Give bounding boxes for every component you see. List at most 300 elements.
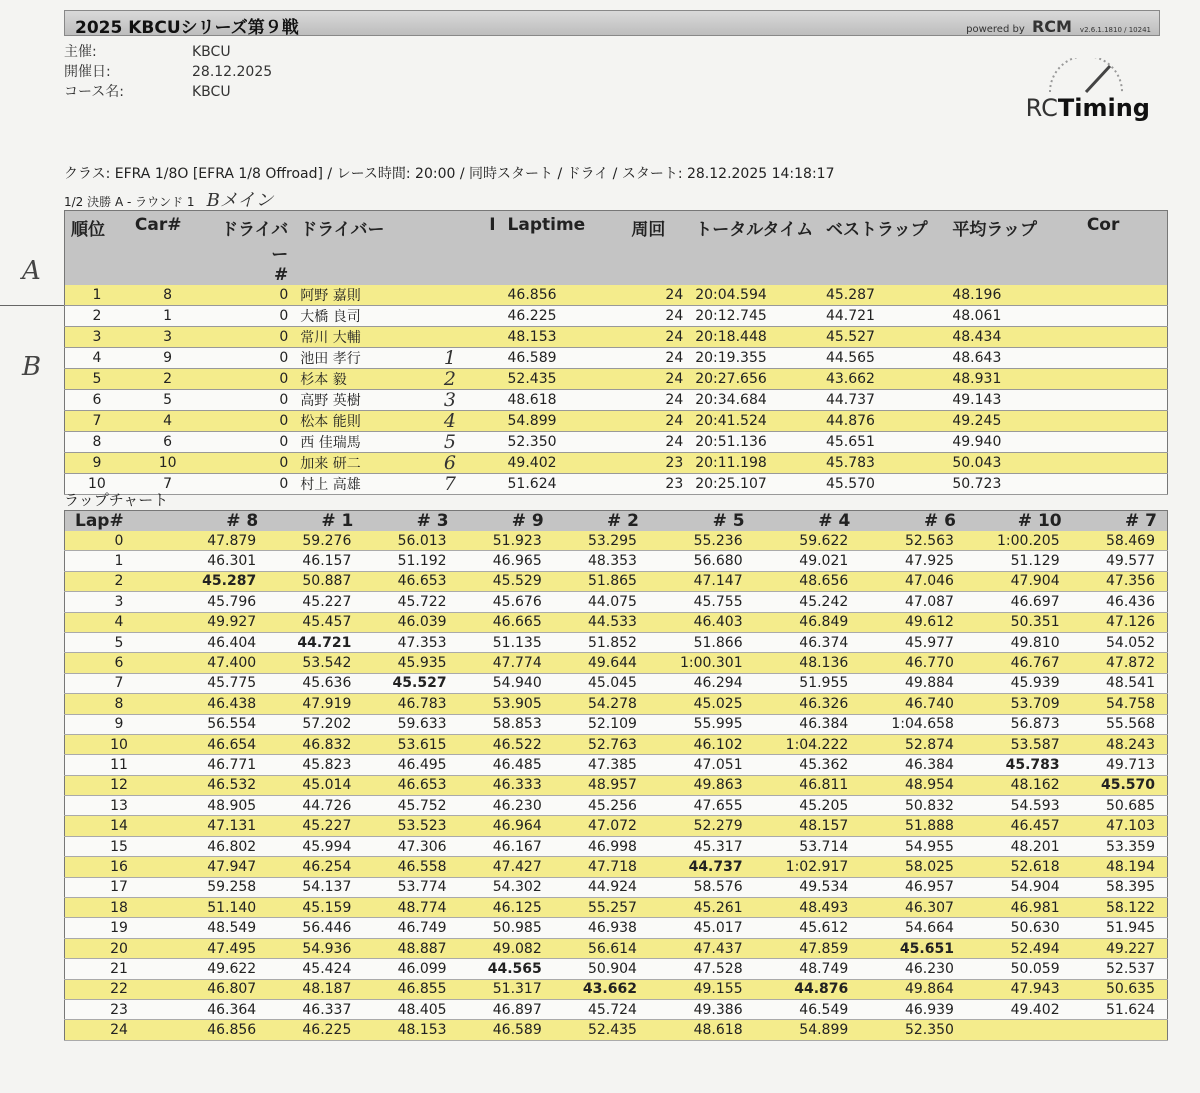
lap-time-cell: 46.230 <box>459 796 554 816</box>
lap-time-cell: 47.306 <box>363 836 458 856</box>
table-row <box>65 836 1168 856</box>
margin-divider <box>0 305 64 306</box>
lap-number-cell: 3 <box>65 592 174 612</box>
table-row <box>65 775 1168 795</box>
car-cell: 1 <box>129 306 206 327</box>
lap-time-cell: 48.905 <box>173 796 268 816</box>
handwritten-rank: 7 <box>443 472 456 495</box>
results-header-cell: ベストラップ <box>820 211 946 286</box>
lap-time-cell: 45.227 <box>268 592 363 612</box>
lap-number-cell: 14 <box>65 816 174 836</box>
total-time-cell: 20:27.656 <box>689 369 820 390</box>
lapchart-header-cell: # 4 <box>755 511 861 532</box>
lap-time-cell: 46.653 <box>363 775 458 795</box>
lap-time-cell: 46.998 <box>554 836 649 856</box>
logo-timing: Timing <box>1057 94 1150 122</box>
laps-cell: 23 <box>625 453 689 474</box>
lap-time-cell: 45.651 <box>860 938 966 958</box>
lap-time-cell: 45.424 <box>268 959 363 979</box>
lap-time-cell: 50.887 <box>268 571 363 591</box>
lap-time-cell: 44.726 <box>268 796 363 816</box>
car-cell: 7 <box>129 474 206 495</box>
lap-time-cell: 49.534 <box>755 877 861 897</box>
lap-time-cell: 45.636 <box>268 673 363 693</box>
lap-time-cell: 52.763 <box>554 734 649 754</box>
total-time-cell: 20:41.524 <box>689 411 820 432</box>
lap-time-cell: 45.205 <box>755 796 861 816</box>
lap-time-cell: 46.522 <box>459 734 554 754</box>
lap-time-cell: 54.899 <box>755 1020 861 1040</box>
table-row <box>65 694 1168 714</box>
lap-time-cell: 51.135 <box>459 632 554 652</box>
lap-time-cell: 46.855 <box>363 979 458 999</box>
best-lap-cell: 44.565 <box>820 348 946 369</box>
lap-time-cell: 45.261 <box>649 898 755 918</box>
lap-time-cell: 46.436 <box>1072 592 1168 612</box>
cor-cell <box>1081 348 1168 369</box>
lapchart-header-cell: Lap# <box>65 511 174 532</box>
lap-time-cell: 46.938 <box>554 918 649 938</box>
lap-time-cell: 48.136 <box>755 653 861 673</box>
lap-time-cell: 53.295 <box>554 531 649 551</box>
lap-time-cell: 47.528 <box>649 959 755 979</box>
table-row <box>65 612 1168 632</box>
lap-time-cell: 45.775 <box>173 673 268 693</box>
lap-time-cell: 45.317 <box>649 836 755 856</box>
driver-name-cell: 西 佳瑞馬 <box>294 432 398 453</box>
lap-number-cell: 21 <box>65 959 174 979</box>
lap-time-cell: 49.155 <box>649 979 755 999</box>
lap-number-cell: 18 <box>65 898 174 918</box>
lap-time-cell: 54.955 <box>860 836 966 856</box>
lap-time-cell: 46.326 <box>755 694 861 714</box>
cor-cell <box>1081 390 1168 411</box>
lap-time-cell: 49.386 <box>649 999 755 1019</box>
lap-time-cell: 46.403 <box>649 612 755 632</box>
table-row <box>65 653 1168 673</box>
position-cell: 3 <box>65 327 129 348</box>
position-cell: 2 <box>65 306 129 327</box>
average-lap-cell: 49.143 <box>946 390 1080 411</box>
lap-time-cell: 49.864 <box>860 979 966 999</box>
table-row <box>65 734 1168 754</box>
average-lap-cell: 48.196 <box>946 285 1080 306</box>
lap-time-cell: 46.807 <box>173 979 268 999</box>
lap-time-cell: 45.527 <box>363 673 458 693</box>
lap-time-cell: 53.714 <box>755 836 861 856</box>
results-header-cell: Car# <box>129 211 206 286</box>
table-row <box>65 411 1168 432</box>
average-lap-cell: 48.061 <box>946 306 1080 327</box>
round-text: 1/2 決勝 A - ラウンド 1 <box>64 195 195 209</box>
lap-time-cell: 49.713 <box>1072 755 1168 775</box>
lap-time-cell: 46.333 <box>459 775 554 795</box>
lap-time-cell: 47.925 <box>860 551 966 571</box>
lap-time-cell: 46.254 <box>268 857 363 877</box>
lap-time-cell: 45.722 <box>363 592 458 612</box>
handwritten-rank-cell <box>398 306 501 327</box>
table-row <box>65 938 1168 958</box>
lap-time-cell: 46.384 <box>755 714 861 734</box>
handwritten-rank-cell <box>398 285 501 306</box>
lap-number-cell: 11 <box>65 755 174 775</box>
lap-time-cell: 47.356 <box>1072 571 1168 591</box>
lap-time-cell: 49.644 <box>554 653 649 673</box>
average-lap-cell: 49.940 <box>946 432 1080 453</box>
lap-time-cell: 50.985 <box>459 918 554 938</box>
meta-key: 開催日: <box>64 64 111 80</box>
lap-time-cell: 49.021 <box>755 551 861 571</box>
lap-number-cell: 6 <box>65 653 174 673</box>
results-header <box>65 211 1168 286</box>
lap-time-cell: 49.884 <box>860 673 966 693</box>
driver-number-cell: 0 <box>206 285 294 306</box>
table-row <box>65 877 1168 897</box>
lap-time-cell: 58.469 <box>1072 531 1168 551</box>
position-cell: 9 <box>65 453 129 474</box>
lap-time-cell: 49.927 <box>173 612 268 632</box>
laps-cell: 24 <box>625 348 689 369</box>
lap-time-cell: 48.656 <box>755 571 861 591</box>
lap-time-cell: 47.051 <box>649 755 755 775</box>
cor-cell <box>1081 432 1168 453</box>
lap-time-cell: 58.395 <box>1072 877 1168 897</box>
handwritten-rank: 4 <box>443 409 456 432</box>
lap-time-cell: 47.904 <box>966 571 1072 591</box>
lap-time-cell: 46.384 <box>860 755 966 775</box>
lap-time-cell: 45.227 <box>268 816 363 836</box>
lap-time-cell: 47.147 <box>649 571 755 591</box>
race-info: クラス: EFRA 1/8O [EFRA 1/8 Offroad] / レース時間: 20:00 / 同時スタート / ドライ / スタート: 28.12.2025 14:18:17 <box>64 166 835 182</box>
laps-cell: 24 <box>625 306 689 327</box>
handwritten-rank: 3 <box>443 388 456 411</box>
lap-time-cell: 47.353 <box>363 632 458 652</box>
lap-time-cell: 48.887 <box>363 938 458 958</box>
results-table <box>64 210 1168 495</box>
lap-time-cell: 51.852 <box>554 632 649 652</box>
lap-time-cell: 55.995 <box>649 714 755 734</box>
results-header-cell: トータルタイム <box>689 211 820 286</box>
lap-time-cell: 46.374 <box>755 632 861 652</box>
table-row <box>65 673 1168 693</box>
lap-time-cell: 51.192 <box>363 551 458 571</box>
best-lap-cell: 45.287 <box>820 285 946 306</box>
table-row <box>65 285 1168 306</box>
handwritten-rank-cell <box>398 390 501 411</box>
powered-by-label: powered by <box>966 24 1025 35</box>
position-cell: 8 <box>65 432 129 453</box>
lap-time-cell: 56.554 <box>173 714 268 734</box>
lap-time-cell: 46.849 <box>755 612 861 632</box>
lap-time-cell: 54.137 <box>268 877 363 897</box>
total-time-cell: 20:25.107 <box>689 474 820 495</box>
lap-number-cell: 17 <box>65 877 174 897</box>
table-row <box>65 1020 1168 1040</box>
lap-time-cell: 45.242 <box>755 592 861 612</box>
results-header-cell: ドライバー # <box>206 211 294 286</box>
cor-cell <box>1081 306 1168 327</box>
lap-time-cell: 48.749 <box>755 959 861 979</box>
handwritten-rank-cell <box>398 411 501 432</box>
table-row <box>65 348 1168 369</box>
lap-time-cell: 57.202 <box>268 714 363 734</box>
lap-time-cell: 54.302 <box>459 877 554 897</box>
average-lap-cell: 48.931 <box>946 369 1080 390</box>
lap-time-cell: 46.364 <box>173 999 268 1019</box>
laptime-cell: 48.618 <box>502 390 626 411</box>
lap-time-cell: 48.405 <box>363 999 458 1019</box>
lap-time-cell: 48.157 <box>755 816 861 836</box>
laptime-cell: 48.153 <box>502 327 626 348</box>
lap-time-cell: 48.954 <box>860 775 966 795</box>
lap-time-cell: 46.802 <box>173 836 268 856</box>
lap-time-cell: 51.129 <box>966 551 1072 571</box>
lap-time-cell: 46.897 <box>459 999 554 1019</box>
lap-time-cell: 55.236 <box>649 531 755 551</box>
lap-time-cell: 47.437 <box>649 938 755 958</box>
driver-name-cell: 高野 英樹 <box>294 390 398 411</box>
lap-time-cell <box>966 1020 1072 1040</box>
best-lap-cell: 45.570 <box>820 474 946 495</box>
lap-time-cell: 59.276 <box>268 531 363 551</box>
lap-time-cell: 49.612 <box>860 612 966 632</box>
cor-cell <box>1081 474 1168 495</box>
lap-time-cell: 56.013 <box>363 531 458 551</box>
lap-time-cell: 58.025 <box>860 857 966 877</box>
lapchart-header-cell: # 8 <box>173 511 268 532</box>
driver-number-cell: 0 <box>206 411 294 432</box>
lap-time-cell: 47.919 <box>268 694 363 714</box>
lap-time-cell: 47.131 <box>173 816 268 836</box>
driver-number-cell: 0 <box>206 474 294 495</box>
lap-time-cell: 47.872 <box>1072 653 1168 673</box>
lap-time-cell: 52.435 <box>554 1020 649 1040</box>
position-cell: 7 <box>65 411 129 432</box>
best-lap-cell: 45.527 <box>820 327 946 348</box>
lap-time-cell: 58.576 <box>649 877 755 897</box>
lap-time-cell: 46.783 <box>363 694 458 714</box>
meta-key: 主催: <box>64 44 97 60</box>
lap-time-cell: 50.630 <box>966 918 1072 938</box>
lap-time-cell: 45.612 <box>755 918 861 938</box>
total-time-cell: 20:19.355 <box>689 348 820 369</box>
total-time-cell: 20:34.684 <box>689 390 820 411</box>
lap-number-cell: 7 <box>65 673 174 693</box>
driver-number-cell: 0 <box>206 432 294 453</box>
handwritten-rank-cell <box>398 327 501 348</box>
lap-number-cell: 24 <box>65 1020 174 1040</box>
best-lap-cell: 45.651 <box>820 432 946 453</box>
table-row <box>65 306 1168 327</box>
lap-time-cell: 44.737 <box>649 857 755 877</box>
handwritten-rank-cell <box>398 369 501 390</box>
lap-time-cell: 56.680 <box>649 551 755 571</box>
lap-number-cell: 2 <box>65 571 174 591</box>
driver-number-cell: 0 <box>206 306 294 327</box>
lap-time-cell: 54.904 <box>966 877 1072 897</box>
lap-time-cell: 46.549 <box>755 999 861 1019</box>
meta-value: KBCU <box>192 44 231 60</box>
lap-time-cell: 51.888 <box>860 816 966 836</box>
driver-number-cell: 0 <box>206 327 294 348</box>
lap-time-cell: 44.924 <box>554 877 649 897</box>
results-header-cell: I <box>398 211 501 286</box>
lap-number-cell: 13 <box>65 796 174 816</box>
driver-name-cell: 加来 研二 <box>294 453 398 474</box>
laptime-cell: 46.225 <box>502 306 626 327</box>
driver-number-cell: 0 <box>206 369 294 390</box>
lap-time-cell: 45.823 <box>268 755 363 775</box>
lap-time-cell: 54.278 <box>554 694 649 714</box>
lapchart-header-cell: # 9 <box>459 511 554 532</box>
lap-time-cell: 51.945 <box>1072 918 1168 938</box>
lap-number-cell: 8 <box>65 694 174 714</box>
lap-time-cell: 53.542 <box>268 653 363 673</box>
results-header-cell: ドライバー <box>294 211 398 286</box>
lap-time-cell: 47.427 <box>459 857 554 877</box>
lap-time-cell: 46.167 <box>459 836 554 856</box>
lap-time-cell: 46.957 <box>860 877 966 897</box>
lap-time-cell: 54.936 <box>268 938 363 958</box>
lap-time-cell: 45.362 <box>755 755 861 775</box>
lap-number-cell: 0 <box>65 531 174 551</box>
lap-time-cell: 52.279 <box>649 816 755 836</box>
lap-time-cell: 49.082 <box>459 938 554 958</box>
table-row <box>65 369 1168 390</box>
lap-time-cell: 47.495 <box>173 938 268 958</box>
handwritten-note: Bメイン <box>206 190 274 211</box>
table-row <box>65 571 1168 591</box>
driver-name-cell: 大橋 良司 <box>294 306 398 327</box>
lap-time-cell: 50.685 <box>1072 796 1168 816</box>
car-cell: 8 <box>129 285 206 306</box>
handwritten-rank: 6 <box>443 451 456 474</box>
meta-value: 28.12.2025 <box>192 64 273 80</box>
lap-time-cell: 51.866 <box>649 632 755 652</box>
version: v2.6.1.1810 / 10241 <box>1079 26 1151 34</box>
best-lap-cell: 44.737 <box>820 390 946 411</box>
handwritten-rank-cell <box>398 348 501 369</box>
lap-time-cell: 1:02.917 <box>755 857 861 877</box>
lap-time-cell: 58.122 <box>1072 898 1168 918</box>
best-lap-cell: 45.783 <box>820 453 946 474</box>
lap-time-cell: 46.099 <box>363 959 458 979</box>
best-lap-cell: 44.721 <box>820 306 946 327</box>
average-lap-cell: 50.043 <box>946 453 1080 474</box>
driver-name-cell: 杉本 毅 <box>294 369 398 390</box>
lap-time-cell: 47.087 <box>860 592 966 612</box>
lap-time-cell: 48.194 <box>1072 857 1168 877</box>
lap-time-cell: 47.126 <box>1072 612 1168 632</box>
table-row <box>65 390 1168 411</box>
best-lap-cell: 43.662 <box>820 369 946 390</box>
lap-time-cell: 46.654 <box>173 734 268 754</box>
lap-number-cell: 9 <box>65 714 174 734</box>
lap-time-cell: 1:00.301 <box>649 653 755 673</box>
lapchart-header-cell: # 7 <box>1072 511 1168 532</box>
lap-time-cell: 48.201 <box>966 836 1072 856</box>
lap-number-cell: 23 <box>65 999 174 1019</box>
handwritten-rank: 1 <box>443 346 456 369</box>
laps-cell: 24 <box>625 390 689 411</box>
driver-name-cell: 村上 高雄 <box>294 474 398 495</box>
lap-time-cell: 46.438 <box>173 694 268 714</box>
lap-time-cell: 45.017 <box>649 918 755 938</box>
lap-time-cell: 45.724 <box>554 999 649 1019</box>
lapchart-header <box>65 511 1168 532</box>
lap-number-cell: 22 <box>65 979 174 999</box>
lap-number-cell: 15 <box>65 836 174 856</box>
car-cell: 2 <box>129 369 206 390</box>
lap-time-cell: 52.563 <box>860 531 966 551</box>
lap-time-cell: 49.577 <box>1072 551 1168 571</box>
lap-time-cell: 44.721 <box>268 632 363 652</box>
lap-number-cell: 12 <box>65 775 174 795</box>
lap-time-cell: 47.072 <box>554 816 649 836</box>
powered-by <box>966 17 1151 36</box>
lap-time-cell: 50.904 <box>554 959 649 979</box>
total-time-cell: 20:18.448 <box>689 327 820 348</box>
lap-time-cell: 45.755 <box>649 592 755 612</box>
lapchart-header-cell: # 2 <box>554 511 649 532</box>
position-cell: 6 <box>65 390 129 411</box>
cor-cell <box>1081 327 1168 348</box>
lap-number-cell: 19 <box>65 918 174 938</box>
laptime-cell: 51.624 <box>502 474 626 495</box>
lap-time-cell: 58.853 <box>459 714 554 734</box>
results-header-cell: 順位 <box>65 211 129 286</box>
laptime-cell: 52.435 <box>502 369 626 390</box>
lap-time-cell: 59.622 <box>755 531 861 551</box>
lapchart-header-cell: # 5 <box>649 511 755 532</box>
handwritten-rank-cell <box>398 474 501 495</box>
lap-time-cell: 45.014 <box>268 775 363 795</box>
lap-time-cell: 43.662 <box>554 979 649 999</box>
lap-time-cell: 46.939 <box>860 999 966 1019</box>
lap-time-cell: 56.446 <box>268 918 363 938</box>
lap-time-cell: 51.865 <box>554 571 649 591</box>
lap-time-cell: 46.301 <box>173 551 268 571</box>
round-label <box>64 186 273 212</box>
page-title: 2025 KBCUシリーズ第９戦 <box>75 18 299 38</box>
results-header-cell: Cor <box>1081 211 1168 286</box>
lap-time-cell: 45.994 <box>268 836 363 856</box>
handwritten-rank-cell <box>398 453 501 474</box>
driver-name-cell: 常川 大輔 <box>294 327 398 348</box>
lap-time-cell: 45.935 <box>363 653 458 673</box>
lap-time-cell: 48.957 <box>554 775 649 795</box>
lap-time-cell: 59.258 <box>173 877 268 897</box>
meta-key: コース名: <box>64 84 125 100</box>
handwritten-rank: 2 <box>443 367 456 390</box>
lap-time-cell: 53.774 <box>363 877 458 897</box>
lap-time-cell: 49.622 <box>173 959 268 979</box>
laps-cell: 23 <box>625 474 689 495</box>
table-row <box>65 959 1168 979</box>
lap-time-cell: 45.287 <box>173 571 268 591</box>
lap-time-cell: 47.400 <box>173 653 268 673</box>
margin-note-b: B <box>22 352 42 382</box>
lapchart-header-cell: # 1 <box>268 511 363 532</box>
total-time-cell: 20:11.198 <box>689 453 820 474</box>
driver-name-cell: 阿野 嘉則 <box>294 285 398 306</box>
lap-time-cell: 46.697 <box>966 592 1072 612</box>
lap-time-cell: 46.767 <box>966 653 1072 673</box>
lap-time-cell: 50.635 <box>1072 979 1168 999</box>
total-time-cell: 20:12.745 <box>689 306 820 327</box>
lap-time-cell: 46.981 <box>966 898 1072 918</box>
lap-time-cell: 46.856 <box>173 1020 268 1040</box>
